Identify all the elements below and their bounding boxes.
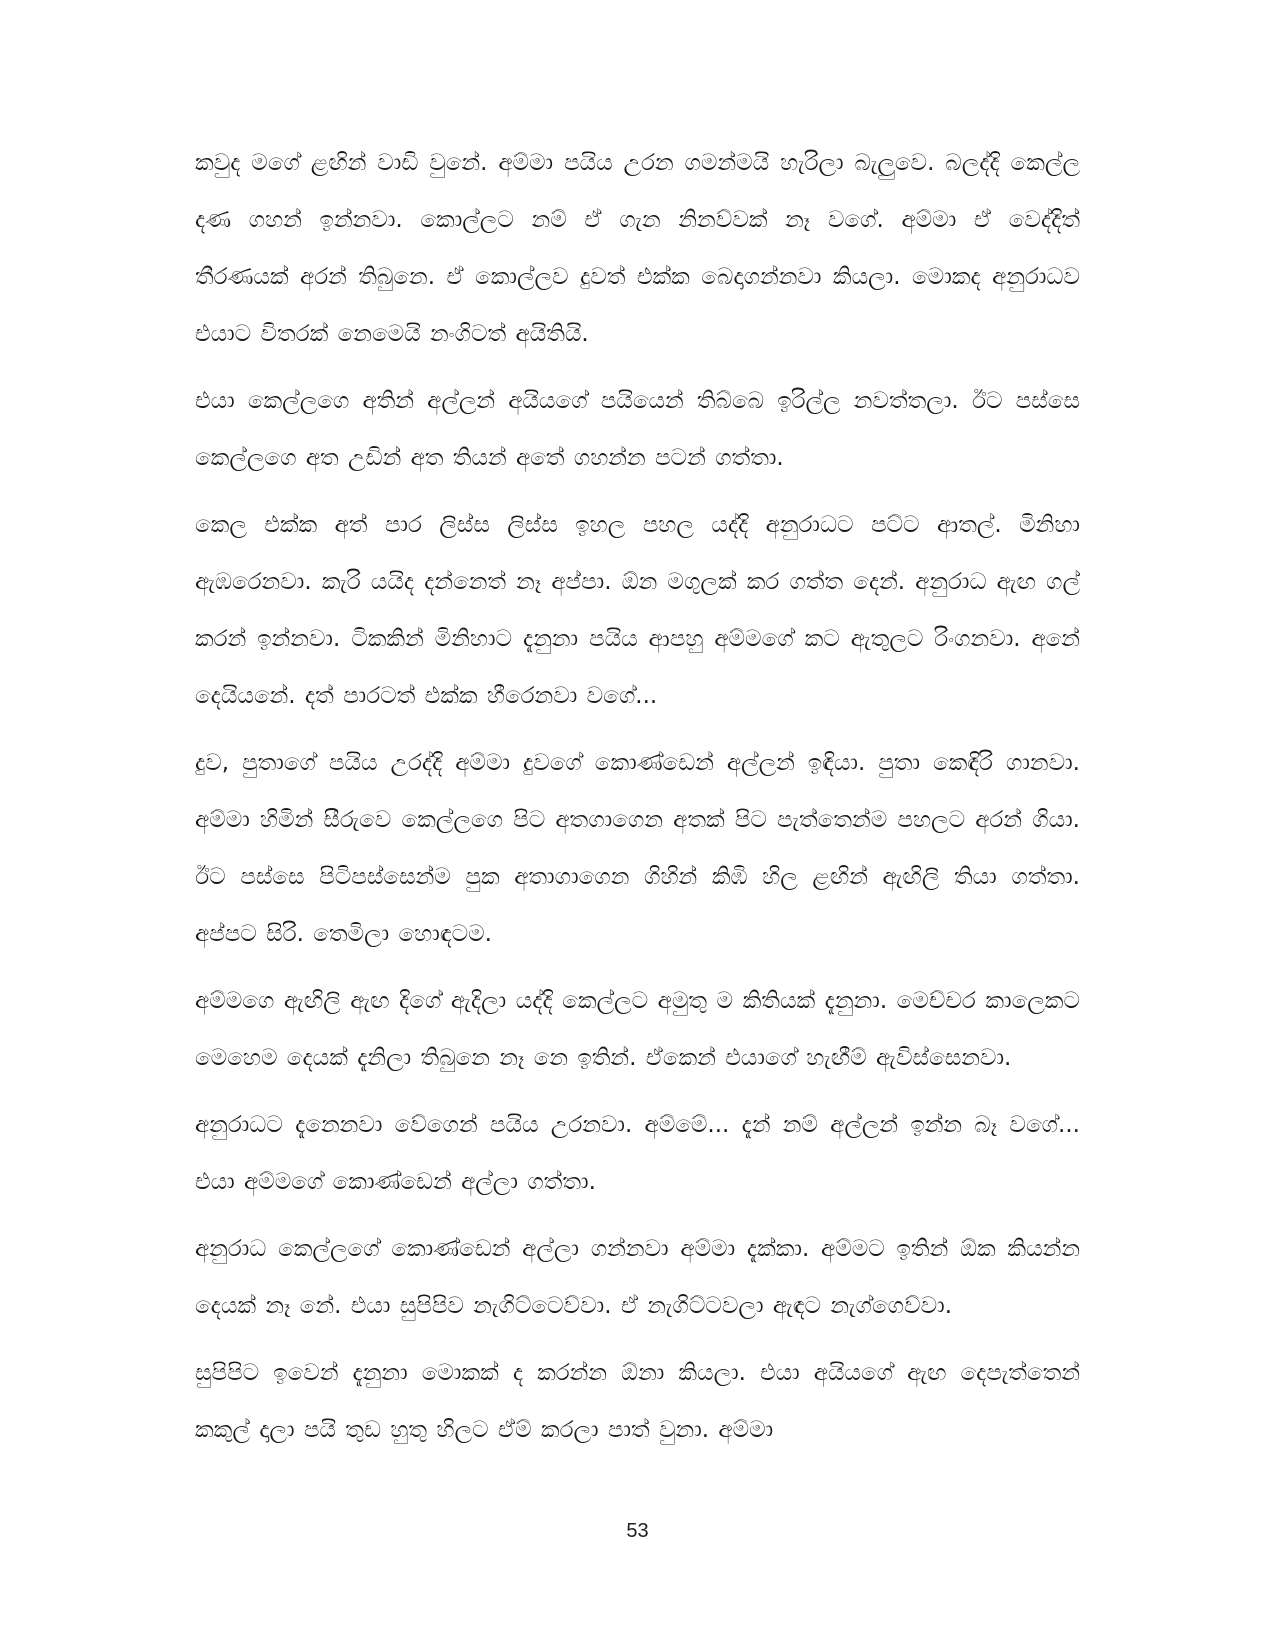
paragraph: අම්මගෙ ඇඟිලි ඇඟ දිගේ ඇදිලා යද්දි කෙල්ලට අමුතු ම කිතියක් දැනුනා. මෙච්චර කාලෙකට මෙහෙම දෙයක් දැනිලා තිබුනෙ නෑ නෙ ඉතින්. ඒකෙන් එයාගේ හැඟීම් ඇවිස්සෙනවා. bbox=[195, 988, 1080, 1071]
paragraph: සුපිපිට ඉවෙන් දැනුනා මොකක් ද කරන්න ඕනා කියලා. එයා අයියගේ ඇඟ දෙපැත්තෙන් කකුල් දාලා පයි තුඩ හුතු හිලට ඒම් කරලා පාත් වුනා. අම්මා bbox=[195, 1360, 1080, 1443]
page-number: 53 bbox=[626, 1520, 649, 1542]
paragraph: අනුරාධට දැනෙනවා වේගෙන් පයිය උරනවා. අම්මේ... දැන් නම් අල්ලන් ඉන්න බෑ වගේ... එයා අම්මගේ කොණ්ඩෙන් අල්ලා ගත්තා. bbox=[195, 1112, 1080, 1195]
paragraph: කෙල එක්ක අත් පාර ලිස්ස ලිස්ස ඉහල පහල යද්දි අනුරාධට පට්ට ආතල්. මිනිහා ඇඹරෙනවා. කැරි යයිද දන්නෙත් නෑ අප්පා. ඕන මගුලක් කර ගත්ත දෙන්. අනුරාධ ඇඟ ගල් කරන් ඉන්නවා. ටිකකින් මිනිහාට දැනුනා පයිය ආපහු අම්මගේ කට ඇතුලට රිංගනවා. අනේ දෙයියනේ. දත් පාරටත් එක්ක හීරෙනවා වගේ... bbox=[195, 512, 1080, 709]
paragraph: එයා කෙල්ලගෙ අතින් අල්ලන් අයියගේ පයියෙන් තිබ්බෙ ඉරිල්ල නවත්තලා. ඊට පස්සෙ කෙල්ලගෙ අත උඩින් අත තියන් අතේ ගහන්න පටන් ගත්තා. bbox=[195, 388, 1080, 471]
paragraph: අනුරාධ කෙල්ලගේ කොණ්ඩෙන් අල්ලා ගන්නවා අම්මා දැක්කා. අම්මට ඉතින් ඕක කියන්න දෙයක් නෑ නේ. එයා සුපිපිව නැගිට්ටෙව්වා. ඒ නැගිට්ටවලා ඇඳට නැග්ගෙව්වා. bbox=[195, 1236, 1080, 1319]
paragraph: කවුද මගේ ළඟින් වාඩි වුනේ. අම්මා පයිය උරන ගමන්මයි හැරිලා බැලුවෙ. බලද්දි කෙල්ල දණ ගහන් ඉන්නවා. කොල්ලට නම් ඒ ගැන නිනව්වක් නෑ වගේ. අම්මා ඒ වෙද්දිත් තීරණයක් අරන් තිබුනෙ. ඒ කොල්ලව දුවත් එක්ක බෙදාගන්නවා කියලා. මොකද අනුරාධව එයාට විතරක් නෙමෙයි නංගිටත් අයිතියි. bbox=[195, 150, 1080, 347]
body-text bbox=[195, 135, 1080, 1469]
paragraph: දුව, පුතාගේ පයිය උරද්දි අම්මා දුවගේ කොණ්ඩෙන් අල්ලන් ඉඳියා. පුතා කෙඳිරි ගානවා. අම්මා හිමින් සීරුවෙ කෙල්ලගෙ පිට අතගාගෙන අතක් පිට පැත්තෙන්ම පහලට අරන් ගියා. ඊට පස්සෙ පිටිපස්සෙන්ම පුක අතාගාගෙන ගිහින් කිඹි හිල ළඟින් ඇඟිලි තියා ගත්තා. අප්පට සිරි. තෙමිලා හොඳටම. bbox=[195, 750, 1080, 947]
